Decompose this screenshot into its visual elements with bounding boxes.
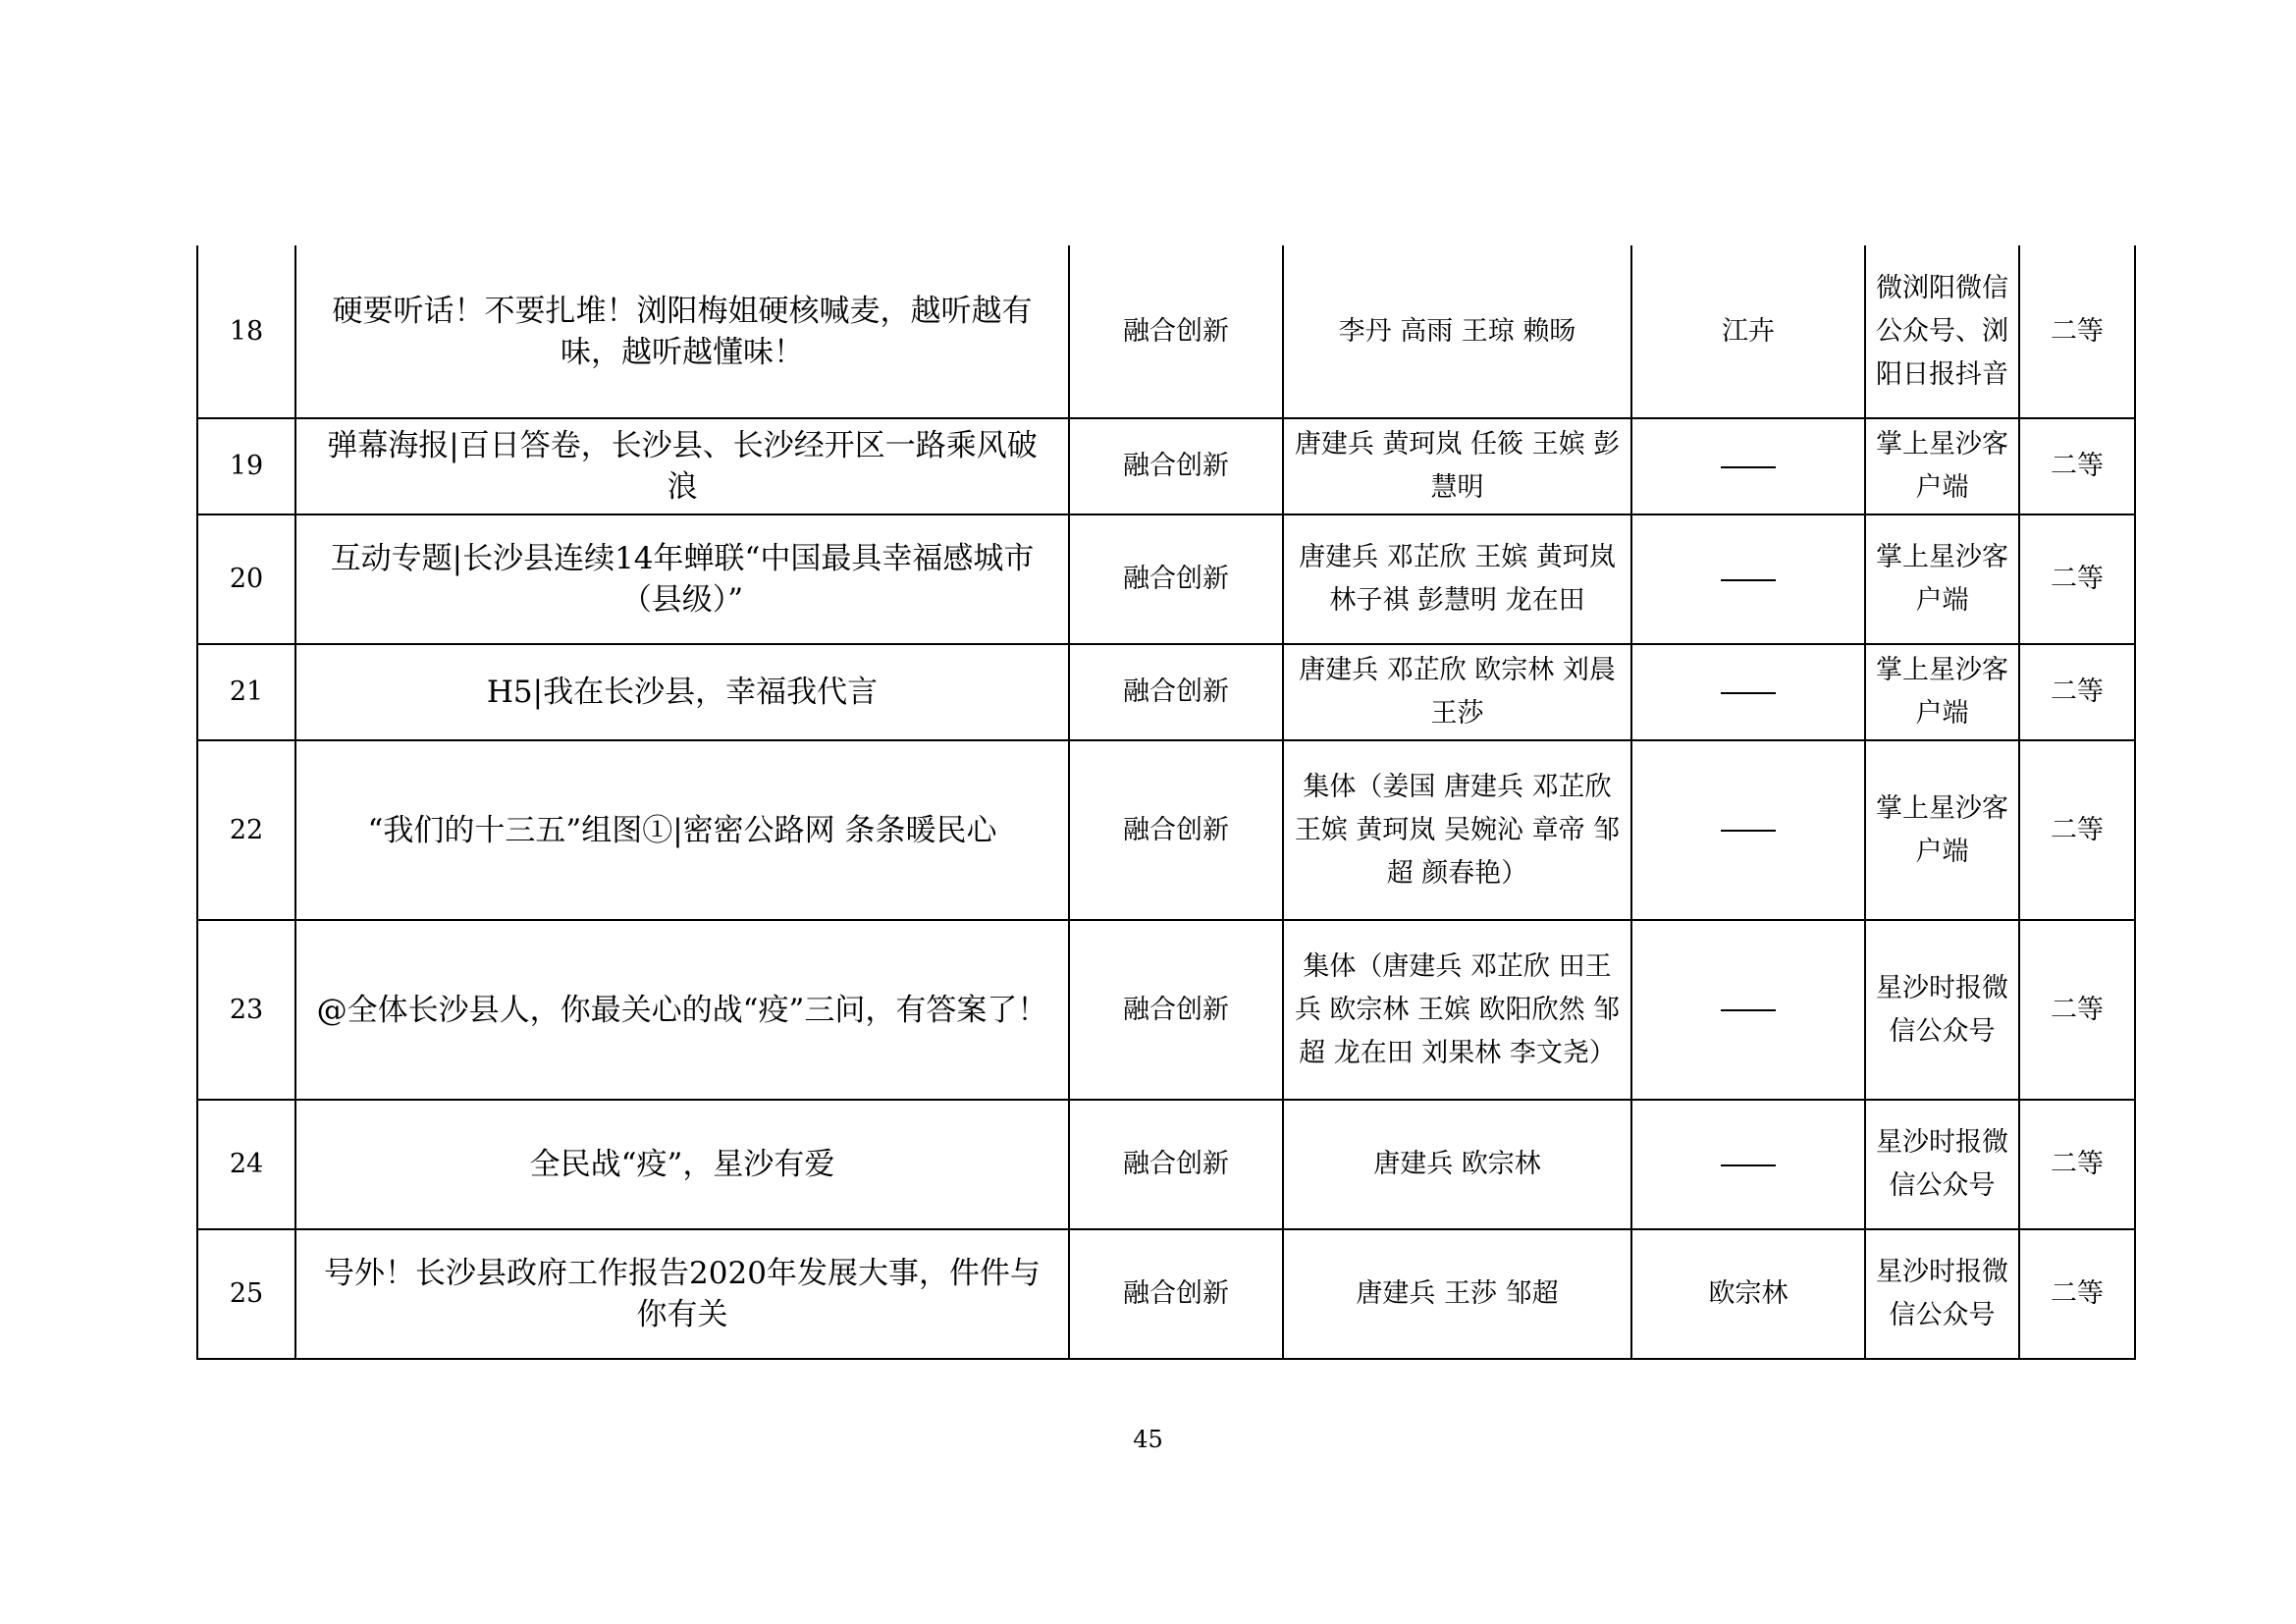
entry-title: 号外！长沙县政府工作报告2020年发展大事，件件与你有关 — [295, 1229, 1069, 1359]
entry-platform: 星沙时报微信公众号 — [1865, 920, 2019, 1100]
table-body — [197, 245, 2135, 1359]
row-number: 20 — [197, 514, 295, 644]
entry-category: 融合创新 — [1069, 740, 1283, 920]
award-table — [196, 245, 2136, 1360]
entry-editor — [1631, 514, 1865, 644]
table-row — [197, 1229, 2135, 1359]
row-number: 21 — [197, 644, 295, 740]
entry-editor — [1631, 1100, 1865, 1229]
empty-dash — [1721, 692, 1776, 694]
entry-authors: 唐建兵 黄珂岚 任筱 王嫔 彭慧明 — [1283, 418, 1631, 514]
entry-authors: 唐建兵 欧宗林 — [1283, 1100, 1631, 1229]
entry-title: @全体长沙县人，你最关心的战“疫”三问，有答案了！ — [295, 920, 1069, 1100]
table-row — [197, 1100, 2135, 1229]
row-number: 25 — [197, 1229, 295, 1359]
entry-rank: 二等 — [2019, 920, 2135, 1100]
table-row — [197, 644, 2135, 740]
entry-authors: 李丹 高雨 王琼 赖旸 — [1283, 245, 1631, 418]
entry-rank: 二等 — [2019, 740, 2135, 920]
entry-rank: 二等 — [2019, 418, 2135, 514]
entry-platform: 星沙时报微信公众号 — [1865, 1229, 2019, 1359]
entry-platform: 微浏阳微信公众号、浏阳日报抖音 — [1865, 245, 2019, 418]
entry-title: 互动专题|长沙县连续14年蝉联“中国最具幸福感城市（县级）” — [295, 514, 1069, 644]
entry-title: 硬要听话！不要扎堆！浏阳梅姐硬核喊麦，越听越有味，越听越懂味！ — [295, 245, 1069, 418]
row-number: 22 — [197, 740, 295, 920]
table-row — [197, 740, 2135, 920]
entry-rank: 二等 — [2019, 514, 2135, 644]
entry-authors: 唐建兵 邓芷欣 欧宗林 刘晨 王莎 — [1283, 644, 1631, 740]
entry-editor — [1631, 920, 1865, 1100]
entry-category: 融合创新 — [1069, 1100, 1283, 1229]
row-number: 19 — [197, 418, 295, 514]
empty-dash — [1721, 1164, 1776, 1166]
entry-editor — [1631, 418, 1865, 514]
row-number: 18 — [197, 245, 295, 418]
empty-dash — [1721, 1009, 1776, 1011]
entry-platform: 掌上星沙客户端 — [1865, 418, 2019, 514]
entry-rank: 二等 — [2019, 1229, 2135, 1359]
entry-rank: 二等 — [2019, 245, 2135, 418]
entry-category: 融合创新 — [1069, 920, 1283, 1100]
entry-title: H5|我在长沙县，幸福我代言 — [295, 644, 1069, 740]
entry-authors: 集体（姜国 唐建兵 邓芷欣 王嫔 黄珂岚 吴婉沁 章帝 邹超 颜春艳） — [1283, 740, 1631, 920]
entry-authors: 唐建兵 邓芷欣 王嫔 黄珂岚 林子祺 彭慧明 龙在田 — [1283, 514, 1631, 644]
entry-platform: 掌上星沙客户端 — [1865, 644, 2019, 740]
entry-rank: 二等 — [2019, 644, 2135, 740]
table-row — [197, 245, 2135, 418]
entry-title: 全民战“疫”，星沙有爱 — [295, 1100, 1069, 1229]
table-row — [197, 418, 2135, 514]
table-row — [197, 514, 2135, 644]
entry-category: 融合创新 — [1069, 245, 1283, 418]
empty-dash — [1721, 466, 1776, 468]
entry-title: “我们的十三五”组图①|密密公路网 条条暖民心 — [295, 740, 1069, 920]
entry-editor: 江卉 — [1631, 245, 1865, 418]
entry-category: 融合创新 — [1069, 1229, 1283, 1359]
row-number: 23 — [197, 920, 295, 1100]
entry-platform: 掌上星沙客户端 — [1865, 514, 2019, 644]
entry-authors: 唐建兵 王莎 邹超 — [1283, 1229, 1631, 1359]
entry-editor — [1631, 644, 1865, 740]
entry-title: 弹幕海报|百日答卷，长沙县、长沙经开区一路乘风破浪 — [295, 418, 1069, 514]
table-row — [197, 920, 2135, 1100]
entry-category: 融合创新 — [1069, 514, 1283, 644]
page-number: 45 — [1133, 1426, 1163, 1453]
entry-category: 融合创新 — [1069, 418, 1283, 514]
row-number: 24 — [197, 1100, 295, 1229]
empty-dash — [1721, 579, 1776, 581]
entry-editor — [1631, 740, 1865, 920]
entry-platform: 星沙时报微信公众号 — [1865, 1100, 2019, 1229]
entry-platform: 掌上星沙客户端 — [1865, 740, 2019, 920]
entry-rank: 二等 — [2019, 1100, 2135, 1229]
entry-editor: 欧宗林 — [1631, 1229, 1865, 1359]
entry-category: 融合创新 — [1069, 644, 1283, 740]
empty-dash — [1721, 830, 1776, 832]
entry-authors: 集体（唐建兵 邓芷欣 田王兵 欧宗林 王嫔 欧阳欣然 邹超 龙在田 刘果林 李文尧） — [1283, 920, 1631, 1100]
